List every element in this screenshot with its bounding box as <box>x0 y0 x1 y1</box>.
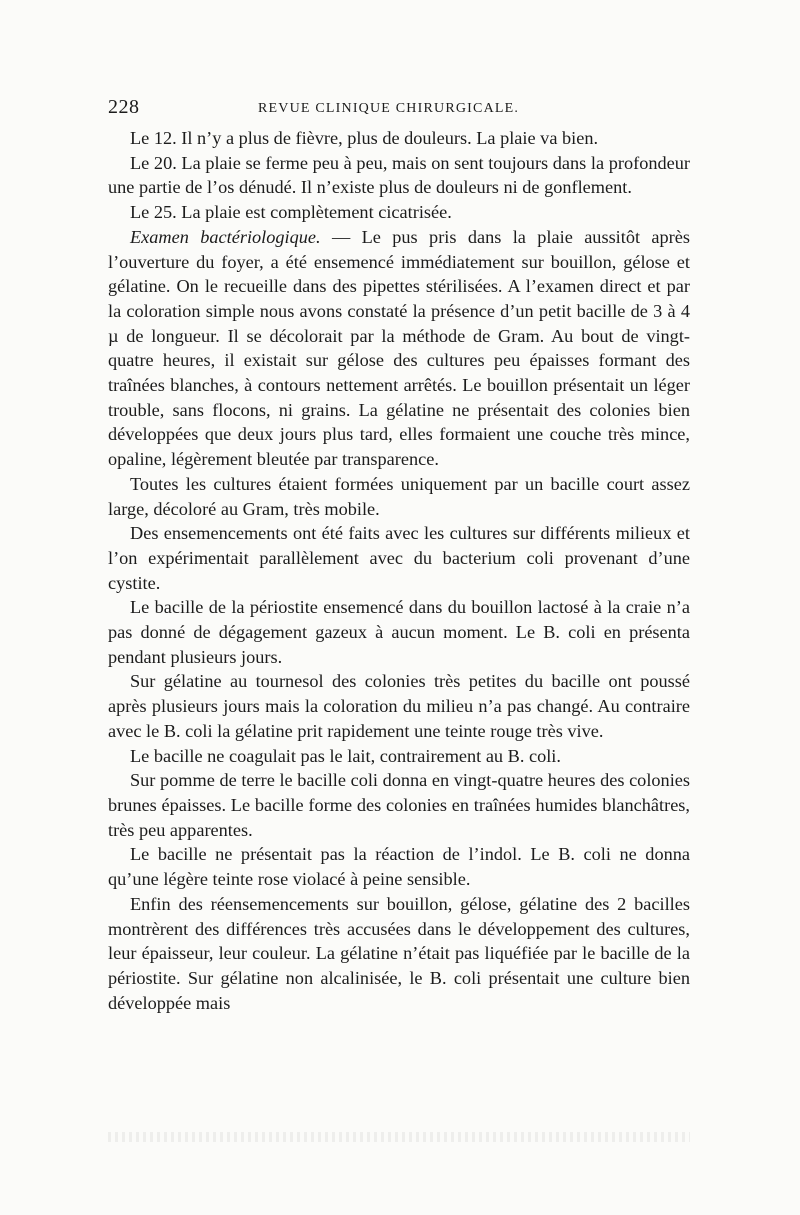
paragraph: Toutes les cultures étaient formées uniquement par un bacille court assez large, décoloré au Gram, très mobile. <box>108 473 690 519</box>
paragraph: Le 25. La plaie est complètement cicatrisée. <box>130 202 452 223</box>
paragraph-bacteriology <box>108 225 690 472</box>
paragraph: Le bacille de la périostite ensemencé dans du bouillon lactosé à la craie n’a pas donné de dégagement gazeux à aucun moment. Le B. coli en présenta pendant plusieurs jours. <box>108 597 690 667</box>
show-through-text <box>108 1132 690 1142</box>
paragraph: Sur pomme de terre le bacille coli donna en vingt-quatre heures des colonies brunes épaisses. Le bacille forme des colonies en traînées humides blanchâtres, très peu apparentes. <box>108 770 690 840</box>
page-number: 228 <box>108 96 140 118</box>
document-page <box>108 96 690 1015</box>
paragraph: Le 12. Il n’y a plus de fièvre, plus de douleurs. La plaie va bien. <box>130 128 599 148</box>
section-heading: Examen bactériologique. <box>130 226 321 247</box>
running-title: REVUE CLINIQUE CHIRURGICALE. <box>258 101 520 116</box>
paragraph: Des ensemencements ont été faits avec les cultures sur différents milieux et l’on expérimentait parallèlement avec du bacterium coli provenant d’une cystite. <box>108 523 690 593</box>
running-header <box>108 96 690 126</box>
heading-dash: — <box>320 226 362 247</box>
paragraph: Sur gélatine au tournesol des colonies très petites du bacille ont poussé après plusieurs jours mais la coloration du milieu n’a pas changé. Au contraire avec le B. coli la gélatine prit rapidement une teinte rouge très vive. <box>108 671 690 741</box>
paragraph: Le bacille ne présentait pas la réaction de l’indol. Le B. coli ne donna qu’une légère teinte rose violacé à peine sensible. <box>108 844 690 890</box>
paragraph: Le 20. La plaie se ferme peu à peu, mais on sent toujours dans la profondeur une partie de l’os dénudé. Il n’existe plus de douleurs ni de gonflement. <box>108 152 690 198</box>
body-text <box>108 126 690 1015</box>
paragraph: Enfin des réensemencements sur bouillon, gélose, gélatine des 2 bacilles montrèrent des différences très accusées dans le développement des cultures, leur épaisseur, leur couleur. La gélatine n’était pas liquéfiée par le bacille de la périostite. Sur gélatine non alcalinisée, le B. coli présentait une culture bien développée mais <box>108 893 690 1013</box>
paragraph-text: Le pus pris dans la plaie aussitôt après l’ouverture du foyer, a été ensemencé immédiatement sur bouillon, gélose et gélatine. On le recueille dans des pipettes stérilisées. A l’examen direct et par la coloration simple nous avons constaté la présence d’un petit bacille de 3 à 4 µ de longueur. Il se décolorait par la méthode de Gram. Au bout de vingt-quatre heures, il existait sur gélose des cultures peu épaisses formant des traînées blanches, à contours nettement arrêtés. Le bouillon présentait un léger trouble, sans flocons, ni grains. La gélatine ne présentait des colonies bien développées que deux jours plus tard, elles formaient une couche très mince, opaline, légèrement bleutée par transparence. <box>108 226 690 470</box>
paragraph: Le bacille ne coagulait pas le lait, contrairement au B. coli. <box>130 745 561 766</box>
